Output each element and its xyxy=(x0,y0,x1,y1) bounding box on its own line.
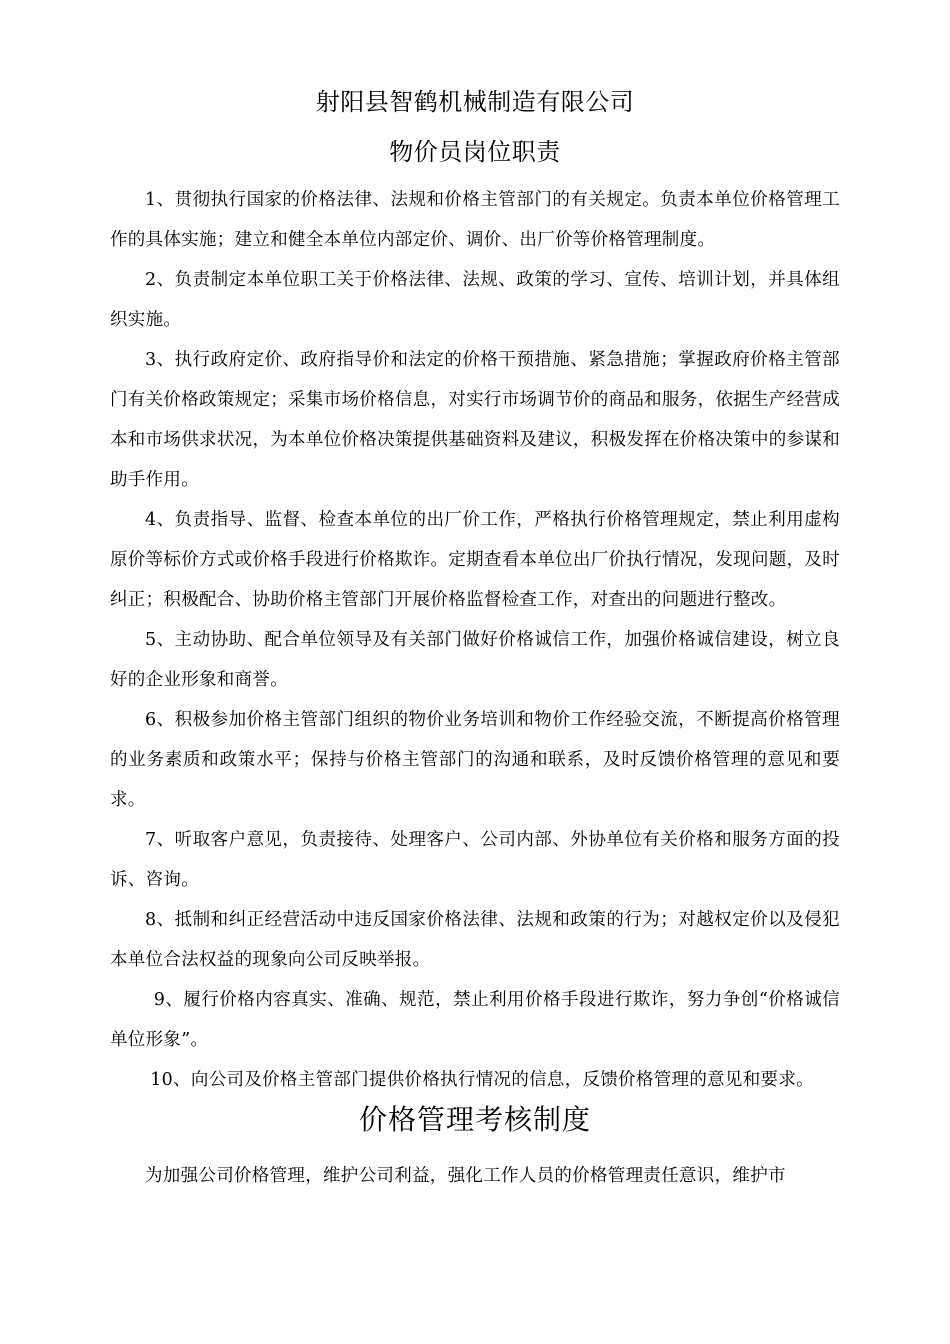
duty-item-10: 10、向公司及价格主管部门提供价格执行情况的信息，反馈价格管理的意见和要求。 xyxy=(150,1070,814,1090)
section-intro: 为加强公司价格管理，维护公司利益，强化工作人员的价格管理责任意识，维护市 xyxy=(145,1166,786,1186)
duty-item-7: 7、听取客户意见，负责接待、处理客户、公司内部、外协单位有关价格和服务方面的投诉、咨询。 xyxy=(110,830,840,890)
document-title: 物价员岗位职责 xyxy=(389,138,561,166)
section-title: 价格管理考核制度 xyxy=(358,1103,591,1136)
duty-item-9: 9、履行价格内容真实、准确、规范，禁止利用价格手段进行欺诈，努力争创“价格诚信单位形象”。 xyxy=(110,990,840,1050)
company-name: 射阳县智鹤机械制造有限公司 xyxy=(315,88,635,116)
duty-item-2: 2、负责制定本单位职工关于价格法律、法规、政策的学习、宣传、培训计划，并具体组织实施。 xyxy=(110,270,840,330)
duty-item-4: 4、负责指导、监督、检查本单位的出厂价工作，严格执行价格管理规定，禁止利用虚构原价等标价方式或价格手段进行价格欺诈。定期查看本单位出厂价执行情况，发现问题，及时纠正；积极配合、协助价格主管部门开展价格监督检查工作，对查出的问题进行整改。 xyxy=(110,510,840,610)
duty-item-3: 3、执行政府定价、政府指导价和法定的价格干预措施、紧急措施；掌握政府价格主管部门有关价格政策规定；采集市场价格信息，对实行市场调节价的商品和服务，依据生产经营成本和市场供求状况，为本单位价格决策提供基础资料及建议，积极发挥在价格决策中的参谋和助手作用。 xyxy=(110,350,840,490)
duty-item-6: 6、积极参加价格主管部门组织的物价业务培训和物价工作经验交流，不断提高价格管理的业务素质和政策水平；保持与价格主管部门的沟通和联系，及时反馈价格管理的意见和要求。 xyxy=(110,710,840,810)
duties-list xyxy=(110,180,840,1100)
duty-item-1: 1、贯彻执行国家的价格法律、法规和价格主管部门的有关规定。负责本单位价格管理工作的具体实施；建立和健全本单位内部定价、调价、出厂价等价格管理制度。 xyxy=(110,190,840,250)
duty-item-8: 8、抵制和纠正经营活动中违反国家价格法律、法规和政策的行为；对越权定价以及侵犯本单位合法权益的现象向公司反映举报。 xyxy=(110,910,840,970)
duty-item-5: 5、主动协助、配合单位领导及有关部门做好价格诚信工作，加强价格诚信建设，树立良好的企业形象和商誉。 xyxy=(110,630,840,690)
